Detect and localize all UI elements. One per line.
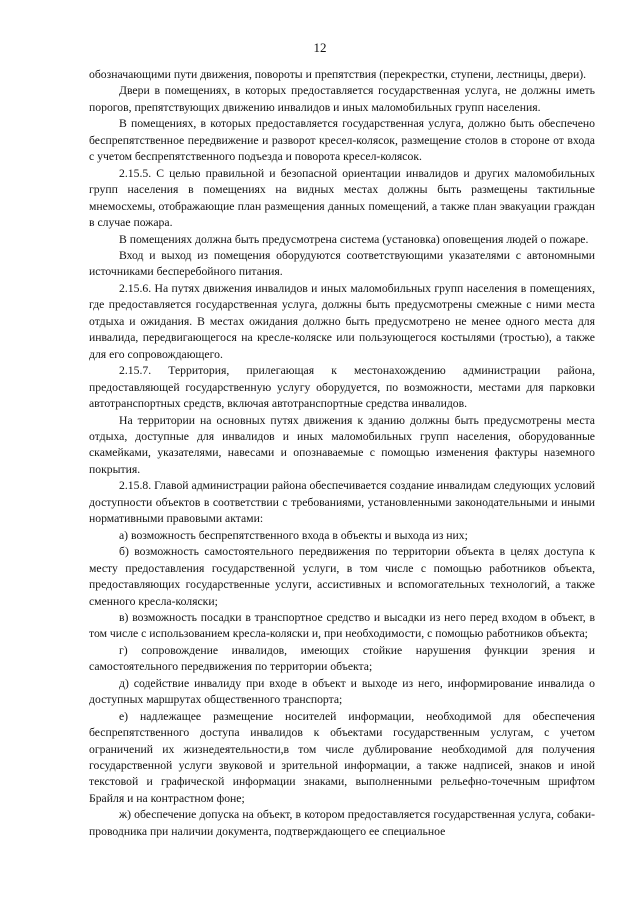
paragraph: В помещениях должна быть предусмотрена система (установка) оповещения людей о пожаре.: [119, 232, 589, 246]
paragraph: г) сопровождение инвалидов, имеющих стойкие нарушения функции зрения и самостоятельного передвижения по территории объекта;: [89, 643, 595, 674]
paragraph: в) возможность посадки в транспортное средство и высадки из него перед входом в объект, в том числе с использованием кресла-коляски и, при необходимости, с помощью работников объекта;: [89, 610, 595, 641]
paragraph: 2.15.8. Главой администрации района обеспечивается создание инвалидам следующих условий доступности объектов в соответствии с требованиями, установленными законодательными и иными нормативными правовыми актами:: [89, 479, 595, 526]
paragraph: В помещениях, в которых предоставляется государственная услуга, должно быть обеспечено беспрепятственное передвижение и разворот кресел-колясок, размещение столов в стороне от входа с учетом беспрепятственного подъезда и поворота кресел-колясок.: [89, 117, 595, 164]
paragraph: Вход и выход из помещения оборудуются соответствующими указателями с автономными источниками бесперебойного питания.: [89, 248, 595, 279]
paragraph: обозначающими пути движения, повороты и препятствия (перекрестки, ступени, лестницы, двери).: [89, 68, 587, 81]
paragraph: а) возможность беспрепятственного входа в объекты и выхода из них;: [119, 528, 468, 542]
paragraph: д) содействие инвалиду при входе в объект и выходе из него, информирование инвалида о доступных маршрутах общественного транспорта;: [89, 676, 595, 707]
page-number: 12: [313, 40, 327, 55]
paragraph: 2.15.5. С целью правильной и безопасной ориентации инвалидов и других маломобильных групп населения в помещениях на видных местах должны быть размещены тактильные мнемосхемы, отображающие план размещения данных помещений, а также план эвакуации граждан в случае пожара.: [89, 166, 595, 230]
paragraph: 2.15.6. На путях движения инвалидов и иных маломобильных групп населения в помещениях, где предоставляется государственная услуга, должны быть предусмотрены смежные с ними места отдыха и ожидания. В местах ожидания должно быть предусмотрено не менее одного места для инвалида, передвигающегося на кресле-коляске или пользующегося костылями (тростью), а также для его сопровождающего.: [89, 281, 595, 361]
document-body: [89, 67, 595, 840]
paragraph: На территории на основных путях движения к зданию должны быть предусмотрены места отдыха, доступные для инвалидов и иных маломобильных групп населения, оборудованные скамейками, указателями, навесами и опознаваемые с помощью изменения фактуры наземного покрытия.: [89, 413, 595, 476]
paragraph: ж) обеспечение допуска на объект, в котором предоставляется государственная услуга, собаки-проводника при наличии документа, подтверждающего ее специальное: [89, 808, 595, 838]
paragraph: 2.15.7. Территория, прилегающая к местонахождению администрации района, предоставляющей государственную услугу оборудуется, по возможности, местами для парковки автотранспортных средств, включая автотранспортные средства инвалидов.: [89, 364, 595, 411]
paragraph: б) возможность самостоятельного передвижения по территории объекта в целях доступа к месту предоставления государственной услуги, в том числе с помощью работников объекта, предоставляющих государственные услуги, ассистивных и вспомогательных технологий, а также сменного кресла-коляски;: [89, 545, 595, 608]
paragraph: Двери в помещениях, в которых предоставляется государственная услуга, не должны иметь порогов, препятствующих движению инвалидов и иных маломобильных групп населения.: [89, 84, 595, 114]
paragraph: е) надлежащее размещение носителей информации, необходимой для обеспечения беспрепятственного доступа инвалидов к объектами государственным услугам, с учетом ограничений их жизнедеятельности,в том числе дублирование необходимой для получения государственной услуги звуковой и зрительной информации, а также надписей, знаков и иной текстовой и графической информации знаками, выполненными рельефно-точечным шрифтом Брайля и на контрастном фоне;: [89, 709, 595, 805]
